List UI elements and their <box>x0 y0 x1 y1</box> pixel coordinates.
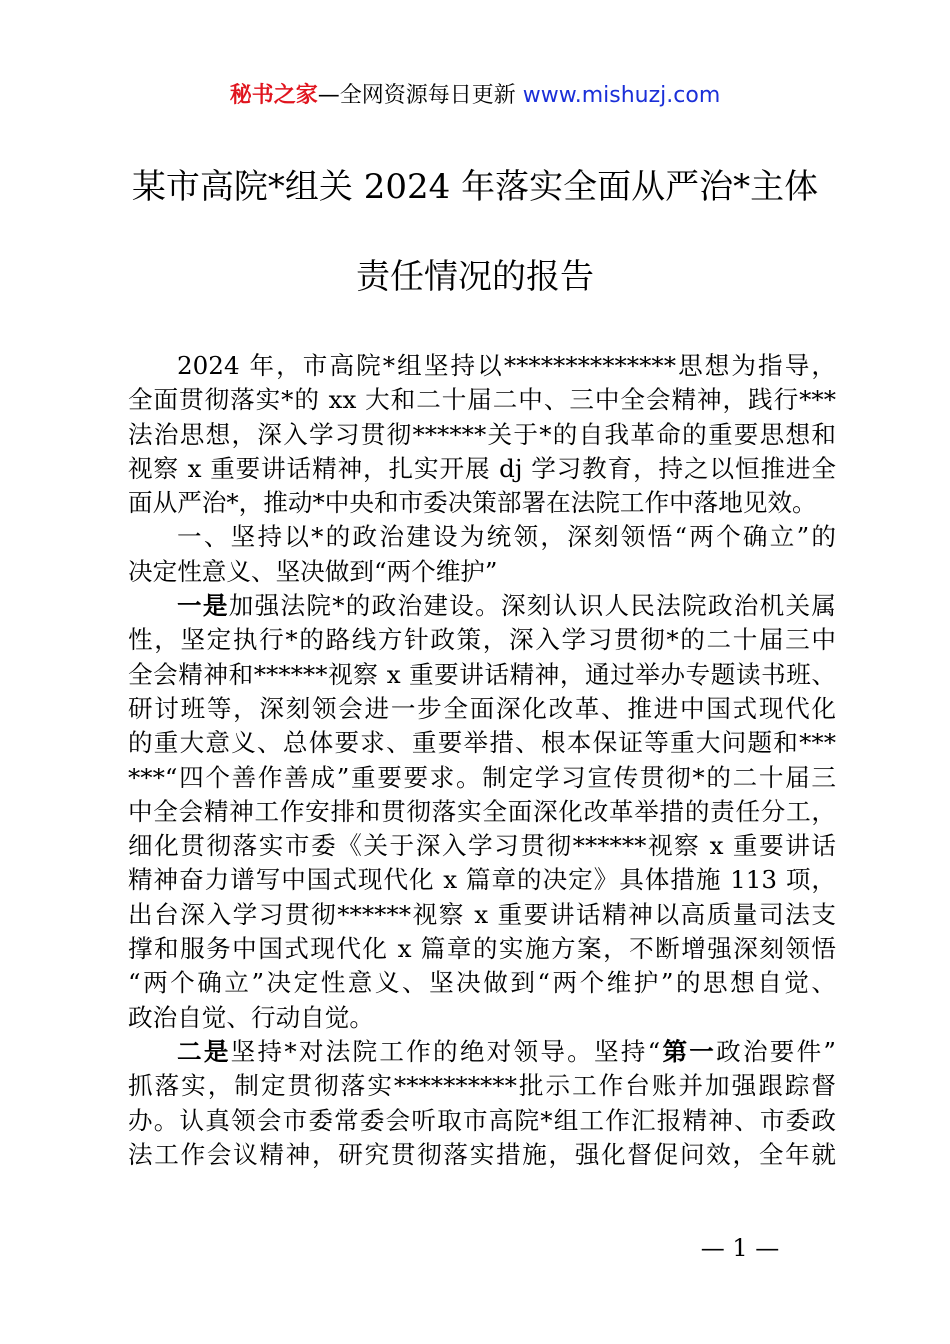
paragraph-line: 精神奋力谱写中国式现代化 x 篇章的决定》具体措施 113 项， <box>128 865 836 895</box>
paragraph-line: 全会精神和******视察 x 重要讲话精神，通过举办专题读书班、 <box>128 659 836 689</box>
paragraph-text: 坚持*对法院工作的绝对领导。坚持“ <box>230 1036 661 1066</box>
paragraph-line <box>128 589 836 623</box>
paragraph-line: 法工作会议精神，研究贯彻落实措施，强化督促问效，全年就 <box>128 1139 836 1169</box>
paragraph-emphasis: 第一 <box>660 1036 717 1066</box>
paragraph-line: 细化贯彻落实市委《关于深入学习贯彻******视察 x 重要讲话 <box>128 831 836 861</box>
page-number: — 1 — <box>700 1234 780 1262</box>
paragraph-text: 政治要件” <box>716 1036 836 1066</box>
paragraph-lead: 二是 <box>177 1036 231 1066</box>
paragraph-line: 研讨班等，深刻领会进一步全面深化改革、推进中国式现代化 <box>128 693 836 723</box>
section-heading-line: 决定性意义、坚决做到“两个维护” <box>128 556 498 586</box>
paragraph-line: 政治自觉、行动自觉。 <box>128 1002 374 1032</box>
paragraph-line: 面从严治*，推动*中央和市委决策部署在法院工作中落地见效。 <box>128 488 817 518</box>
paragraph-line: 中全会精神工作安排和贯彻落实全面深化改革举措的责任分工， <box>128 796 836 826</box>
section-heading-line: 一、坚持以*的政治建设为统领，深刻领悟“两个确立”的 <box>177 522 836 552</box>
paragraph-line <box>128 1035 836 1069</box>
site-slogan: —全网资源每日更新 <box>317 83 516 108</box>
paragraph-line: 出台深入学习贯彻******视察 x 重要讲话精神以高质量司法支 <box>128 899 836 929</box>
paragraph-lead: 一是 <box>177 591 229 621</box>
paragraph-line: 性，坚定执行*的路线方针政策，深入学习贯彻*的二十届三中 <box>128 625 836 655</box>
paragraph-line: “两个确立”决定性意义、坚决做到“两个维护”的思想自觉、 <box>128 968 836 998</box>
paragraph-line: ***“四个善作善成”重要要求。制定学习宣传贯彻*的二十届三 <box>128 762 836 792</box>
paragraph-line: 撑和服务中国式现代化 x 篇章的实施方案，不断增强深刻领悟 <box>128 934 836 964</box>
document-body <box>128 349 836 1172</box>
paragraph-line: 的重大意义、总体要求、重要举措、根本保证等重大问题和*** <box>128 728 836 758</box>
paragraph-text: 加强法院*的政治建设。深刻认识人民法院政治机关属 <box>228 591 836 621</box>
paragraph-line: 全面贯彻落实*的 xx 大和二十届二中、三中全会精神，践行*** <box>128 385 836 415</box>
site-url-link[interactable]: www.mishuzj.com <box>522 83 721 108</box>
paragraph-line: 办。认真领会市委常委会听取市高院*组工作汇报精神、市委政 <box>128 1105 836 1135</box>
document-title-line-1: 某市高院*组关 2024 年落实全面从严治*主体 <box>131 167 819 207</box>
site-brand: 秘书之家 <box>229 83 318 108</box>
site-banner <box>0 80 950 112</box>
paragraph-line: 抓落实，制定贯彻落实**********批示工作台账并加强跟踪督 <box>128 1071 836 1101</box>
paragraph-line: 视察 x 重要讲话精神，扎实开展 dj 学习教育，持之以恒推进全 <box>128 453 836 483</box>
document-title-line-2: 责任情况的报告 <box>356 257 594 297</box>
paragraph-line: 法治思想，深入学习贯彻******关于*的自我革命的重要思想和 <box>128 419 836 449</box>
paragraph-line: 2024 年，市高院*组坚持以**************思想为指导， <box>177 351 836 380</box>
